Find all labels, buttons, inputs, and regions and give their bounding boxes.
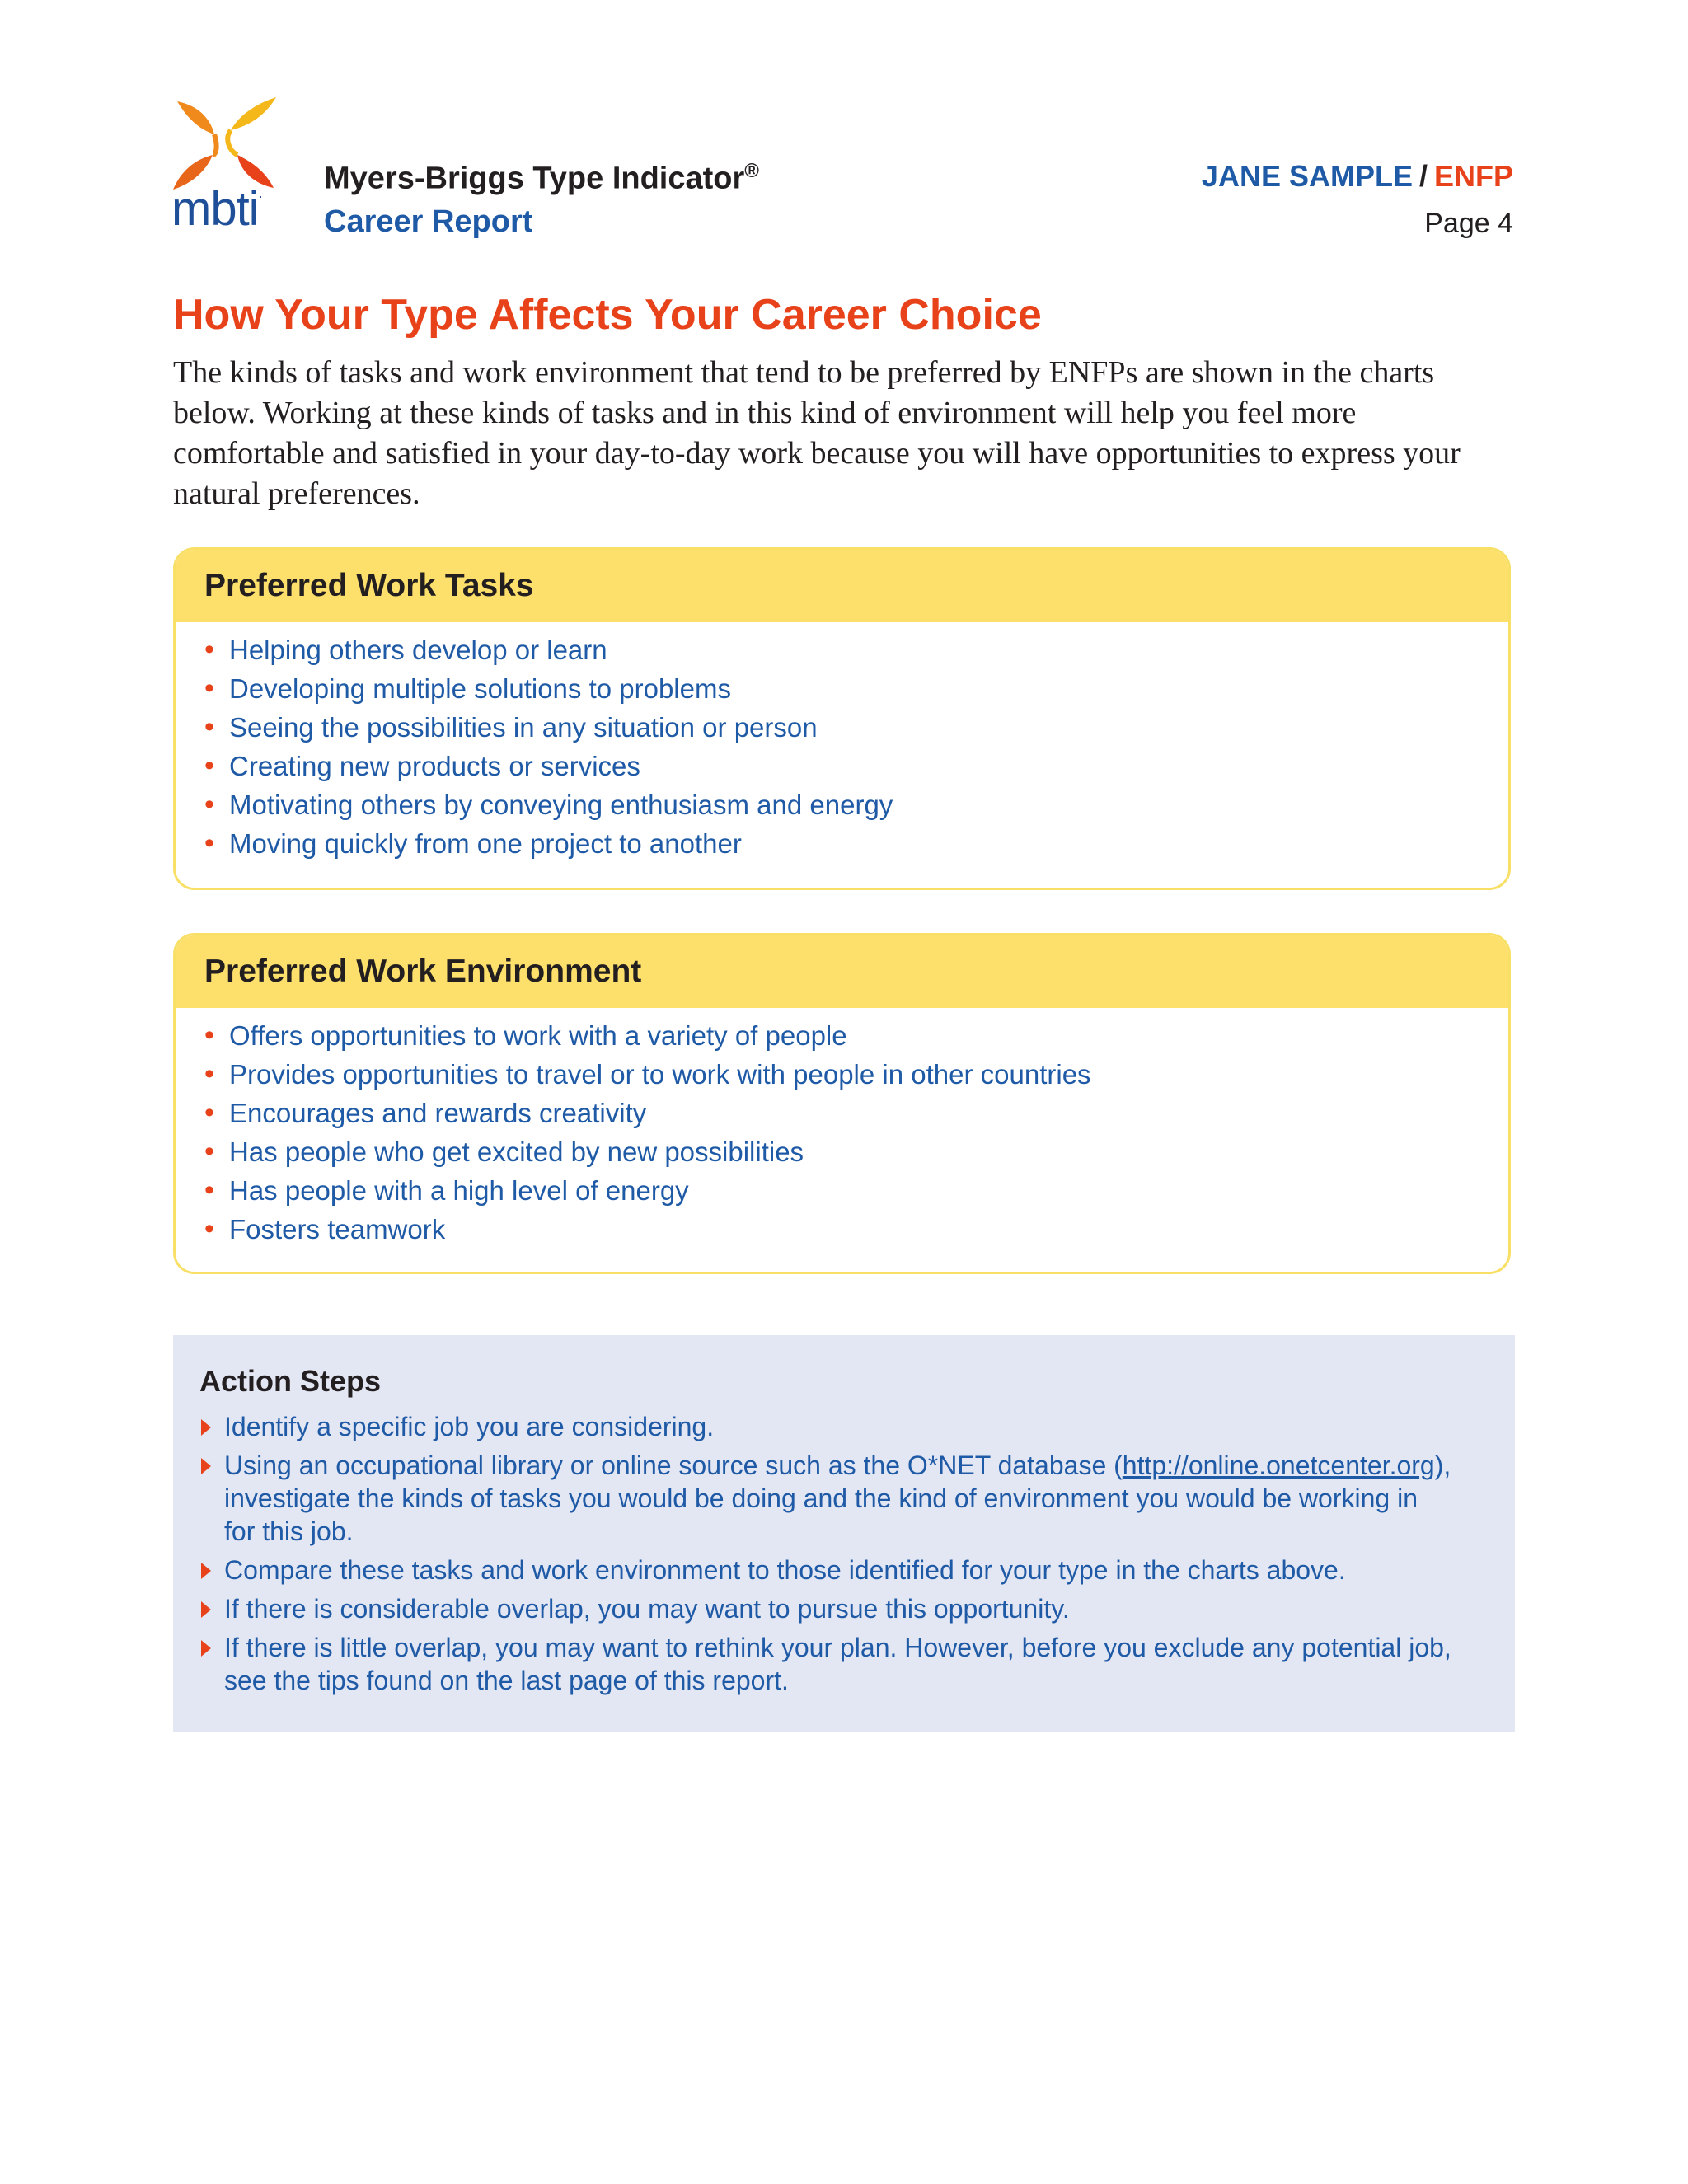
action-steps-panel [173,1335,1515,1732]
client-type: ENFP [1433,159,1513,193]
list-item: • Helping others develop or learn [204,630,1508,669]
list-item: • Developing multiple solutions to problems [204,669,1508,708]
work-tasks-box [173,547,1511,890]
list-item: • Encourages and rewards creativity [204,1094,1508,1132]
client-separator: / [1418,159,1428,193]
product-title: Myers-Briggs Type Indicator® [324,160,759,196]
list-item: • Moving quickly from one project to another [204,824,1508,863]
list-item: • Creating new products or services [204,747,1508,785]
list-item: • Offers opportunities to work with a variety of people [204,1016,1508,1055]
work-tasks-title: Preferred Work Tasks [176,550,1508,622]
action-steps-list [199,1410,1489,1697]
action-step: If there is little overlap, you may want to rethink your plan. However, before you exclude any potential job, see the tips found on the last page of this report. [199,1631,1489,1697]
work-tasks-list [176,622,1508,863]
work-environment-box [173,933,1511,1274]
list-item: • Fosters teamwork [204,1210,1508,1249]
action-step: Identify a specific job you are considering. [199,1410,1489,1443]
arrow-right-icon [201,1419,211,1436]
page-number: Page 4 [1424,208,1513,239]
list-item: • Provides opportunities to travel or to work with people in other countries [204,1055,1508,1094]
page-title: How Your Type Affects Your Career Choice [173,291,1042,339]
intro-paragraph: The kinds of tasks and work environment that tend to be preferred by ENFPs are shown in the charts below. Working at these kinds of tasks and in this kind of environment will help you feel more comfortable and satisfied in your day-to-day work because you will have opportunities to express your natural preferences. [173,355,1461,511]
client-label [1201,159,1513,193]
list-item: • Motivating others by conveying enthusiasm and energy [204,785,1508,824]
action-steps-title: Action Steps [199,1364,382,1398]
work-environment-title: Preferred Work Environment [176,935,1508,1008]
onet-link[interactable]: http://online.onetcenter.org [1122,1451,1435,1481]
mbti-logo-icon [173,97,280,192]
list-item: • Seeing the possibilities in any situation or person [204,708,1508,747]
list-item: • Has people who get excited by new possibilities [204,1132,1508,1171]
logo-wordmark: mbti. [171,182,262,236]
product-subtitle: Career Report [324,204,533,239]
arrow-right-icon [201,1458,211,1474]
arrow-right-icon [201,1601,211,1618]
arrow-right-icon [201,1563,211,1579]
action-step: If there is considerable overlap, you may want to pursue this opportunity. [199,1592,1489,1625]
arrow-right-icon [201,1640,211,1657]
work-environment-list [176,1008,1508,1249]
action-step: Compare these tasks and work environment to those identified for your type in the charts above. [199,1554,1489,1586]
list-item: • Has people with a high level of energy [204,1171,1508,1210]
client-name: JANE SAMPLE [1201,159,1413,193]
action-step: Using an occupational library or online source such as the O*NET database (http://online.onetcenter.org), investigate the kinds of tasks you would be doing and the kind of environment you would be working in for this job. [199,1449,1489,1548]
